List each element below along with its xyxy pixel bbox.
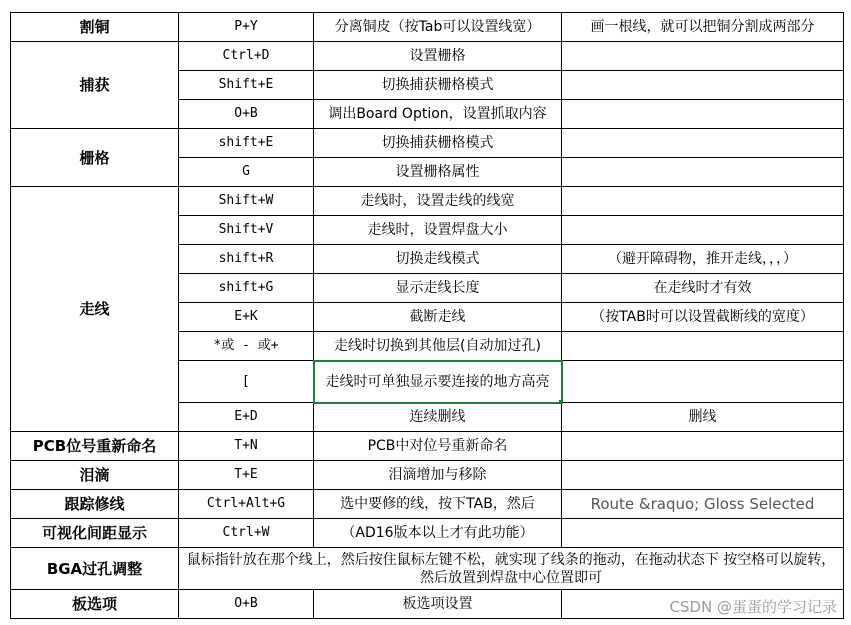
note-cell[interactable]: [562, 100, 844, 129]
description-cell[interactable]: 板选项设置: [314, 590, 562, 619]
table-row: [11, 13, 844, 42]
selected-cell[interactable]: [314, 361, 562, 403]
table-row: [11, 519, 844, 548]
note-cell[interactable]: [562, 432, 844, 461]
category-cell[interactable]: 泪滴: [11, 461, 179, 490]
note-cell[interactable]: Route &raquo; Gloss Selected: [562, 490, 844, 519]
description-cell[interactable]: 截断走线: [314, 303, 562, 332]
category-cell[interactable]: 可视化间距显示: [11, 519, 179, 548]
shortcut-table: [10, 12, 844, 619]
category-cell[interactable]: PCB位号重新命名: [11, 432, 179, 461]
description-cell[interactable]: 泪滴增加与移除: [314, 461, 562, 490]
note-cell[interactable]: [562, 216, 844, 245]
description-cell[interactable]: 设置栅格: [314, 42, 562, 71]
fill-handle[interactable]: [558, 399, 562, 403]
shortcut-cell[interactable]: T+N: [179, 432, 314, 461]
note-cell[interactable]: [562, 129, 844, 158]
note-cell[interactable]: [562, 158, 844, 187]
description-cell[interactable]: 切换走线模式: [314, 245, 562, 274]
category-cell[interactable]: 栅格: [11, 129, 179, 187]
shortcut-cell[interactable]: Shift+E: [179, 71, 314, 100]
shortcut-cell[interactable]: Shift+W: [179, 187, 314, 216]
description-cell[interactable]: 设置栅格属性: [314, 158, 562, 187]
shortcut-cell[interactable]: E+K: [179, 303, 314, 332]
note-cell[interactable]: [562, 332, 844, 361]
category-cell[interactable]: 割铜: [11, 13, 179, 42]
table-row: [11, 490, 844, 519]
note-cell[interactable]: 在走线时才有效: [562, 274, 844, 303]
shortcut-cell[interactable]: Ctrl+Alt+G: [179, 490, 314, 519]
shortcut-cell[interactable]: shift+G: [179, 274, 314, 303]
description-cell[interactable]: （AD16版本以上才有此功能）: [314, 519, 562, 548]
description-cell[interactable]: 走线时，设置焊盘大小: [314, 216, 562, 245]
watermark-text: CSDN @蛋蛋的学习记录: [669, 598, 837, 616]
description-cell[interactable]: 调出Board Option，设置抓取内容: [314, 100, 562, 129]
table-row: [11, 548, 844, 590]
shortcut-cell[interactable]: [: [179, 361, 314, 403]
table-row: [11, 42, 844, 71]
shortcut-cell[interactable]: P+Y: [179, 13, 314, 42]
note-cell[interactable]: （按TAB时可以设置截断线的宽度）: [562, 303, 844, 332]
note-cell[interactable]: [562, 71, 844, 100]
category-cell[interactable]: 走线: [11, 187, 179, 432]
note-cell[interactable]: [562, 461, 844, 490]
note-cell[interactable]: [562, 42, 844, 71]
shortcut-cell[interactable]: Ctrl+D: [179, 42, 314, 71]
shortcut-cell[interactable]: *或 - 或+: [179, 332, 314, 361]
category-cell[interactable]: 跟踪修线: [11, 490, 179, 519]
table-row: [11, 461, 844, 490]
shortcut-cell[interactable]: E+D: [179, 403, 314, 432]
shortcut-cell[interactable]: T+E: [179, 461, 314, 490]
category-cell[interactable]: 板选项: [11, 590, 179, 619]
table-row: [11, 187, 844, 216]
table-row: [11, 432, 844, 461]
description-cell[interactable]: 切换捕获栅格模式: [314, 71, 562, 100]
note-cell[interactable]: [562, 187, 844, 216]
category-cell[interactable]: BGA过孔调整: [11, 548, 179, 590]
description-cell[interactable]: 切换捕获栅格模式: [314, 129, 562, 158]
shortcut-cell[interactable]: shift+E: [179, 129, 314, 158]
shortcut-cell[interactable]: Shift+V: [179, 216, 314, 245]
shortcut-cell[interactable]: O+B: [179, 590, 314, 619]
description-text: 走线时可单独显示要连接的地方高亮: [325, 373, 550, 390]
shortcut-cell[interactable]: shift+R: [179, 245, 314, 274]
shortcut-cell[interactable]: Ctrl+W: [179, 519, 314, 548]
description-cell[interactable]: 走线时切换到其他层(自动加过孔): [314, 332, 562, 361]
note-cell[interactable]: 画一根线，就可以把铜分割成两部分: [562, 13, 844, 42]
note-cell[interactable]: （避开障碍物，推开走线，，，）: [562, 245, 844, 274]
description-cell[interactable]: 连续删线: [314, 403, 562, 432]
category-cell[interactable]: 捕获: [11, 42, 179, 129]
table-row: [11, 129, 844, 158]
shortcut-cell[interactable]: G: [179, 158, 314, 187]
description-cell[interactable]: PCB中对位号重新命名: [314, 432, 562, 461]
description-cell[interactable]: 显示走线长度: [314, 274, 562, 303]
description-cell[interactable]: 走线时，设置走线的线宽: [314, 187, 562, 216]
note-cell[interactable]: [562, 361, 844, 403]
description-cell[interactable]: 选中要修的线，按下TAB，然后: [314, 490, 562, 519]
description-cell[interactable]: 分离铜皮（按Tab可以设置线宽）: [314, 13, 562, 42]
shortcut-cell[interactable]: O+B: [179, 100, 314, 129]
note-cell[interactable]: [562, 519, 844, 548]
note-cell[interactable]: 删线: [562, 403, 844, 432]
merged-description-cell[interactable]: 鼠标指针放在那个线上，然后按住鼠标左键不松，就实现了线条的拖动，在拖动状态下 按空格可以旋转，然后放置到焊盘中心位置即可: [179, 548, 844, 590]
